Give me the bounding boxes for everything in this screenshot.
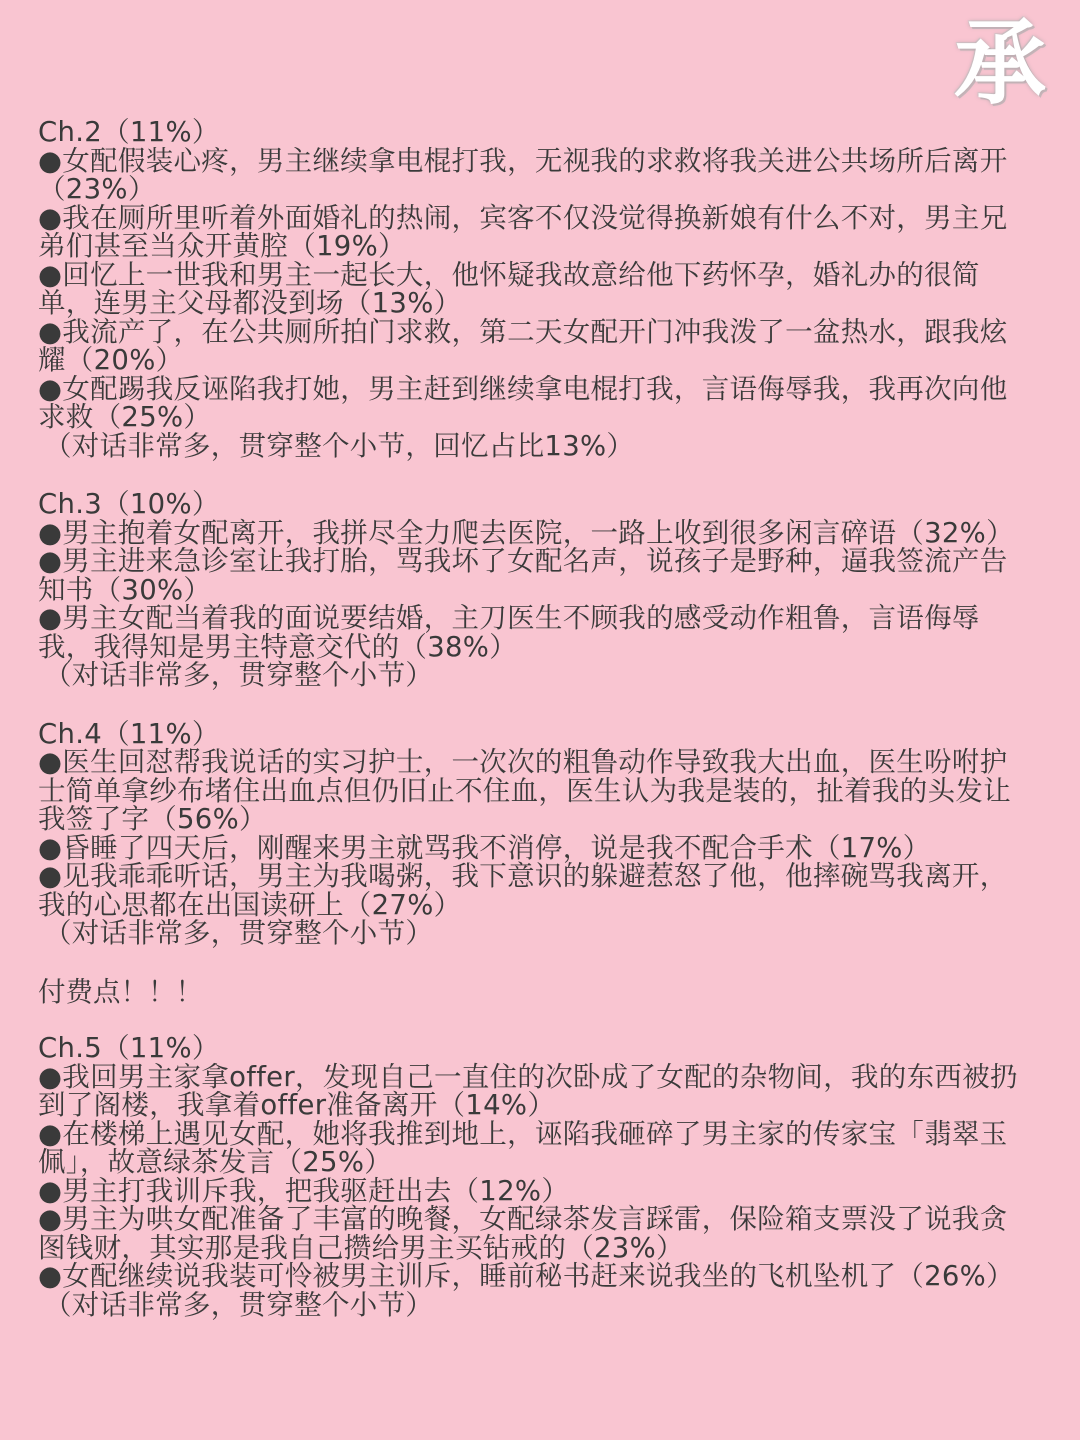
chapter-title: Ch.5（11%） — [38, 1032, 220, 1064]
list-item: ●男主女配当着我的面说要结婚，主刀医生不顾我的感受动作粗鲁，言语侮辱我，我得知是男主特意交代的（38%） — [38, 602, 980, 663]
chapter-3 — [38, 490, 1023, 690]
list-item: ●男主为哄女配准备了丰富的晚餐，女配绿茶发言踩雷，保险箱支票没了说我贪图钱财，其实那是我自己攒给男主买钻戒的（23%） — [38, 1203, 1008, 1264]
list-item: ●男主进来急诊室让我打胎，骂我坏了女配名声，说孩子是野种，逼我签流产告知书（30%） — [38, 545, 1008, 606]
list-item: ●我在厕所里听着外面婚礼的热闹，宾客不仅没觉得换新娘有什么不对，男主兄弟们甚至当众开黄腔（19%） — [38, 201, 1008, 262]
list-item: ●男主打我训斥我，把我驱赶出去（12%） — [38, 1174, 570, 1207]
chapter-4 — [38, 717, 1023, 949]
chapter-title: Ch.2（11%） — [38, 116, 220, 148]
list-item: ●回忆上一世我和男主一起长大，他怀疑我故意给他下药怀孕，婚礼办的很简单，连男主父母都没到场（13%） — [38, 258, 980, 319]
chapter-title: Ch.4（11%） — [38, 717, 220, 750]
chapter-note: （对话非常多，贯穿整个小节） — [44, 1288, 434, 1321]
section-badge: 承 — [953, 10, 1046, 117]
chapter-note: （对话非常多，贯穿整个小节） — [44, 659, 434, 691]
list-item: ●医生回怼帮我说话的实习护士，一次次的粗鲁动作导致我大出血，医生吩咐护士简单拿纱布堵住出血点但仍旧止不住血，医生认为我是装的，扯着我的头发让我签了字（56%） — [38, 746, 1011, 835]
chapter-note: （对话非常多，贯穿整个小节） — [44, 917, 434, 949]
chapter-title: Ch.3（10%） — [38, 488, 220, 520]
list-item: ●男主抱着女配离开，我拼尽全力爬去医院，一路上收到很多闲言碎语（32%） — [38, 516, 1014, 549]
chapter-5 — [38, 1034, 1023, 1319]
outline-content — [38, 118, 1023, 1319]
chapter-2 — [38, 118, 1023, 460]
list-item: ●见我乖乖听话，男主为我喝粥，我下意识的躲避惹怒了他，他摔碗骂我离开，我的心思都在出国读研上（27%） — [38, 860, 1008, 921]
list-item: ●女配踢我反诬陷我打她，男主赶到继续拿电棍打我，言语侮辱我，我再次向他求救（25%） — [38, 372, 1008, 433]
list-item: ●在楼梯上遇见女配，她将我推到地上，诬陷我砸碎了男主家的传家宝「翡翠玉佩」，故意绿茶发言（25%） — [38, 1117, 1008, 1178]
pay-point-text: 付费点！！！ — [38, 975, 203, 1008]
list-item: ●女配假装心疼，男主继续拿电棍打我，无视我的求救将我关进公共场所后离开（23%） — [38, 144, 1008, 205]
chapter-note: （对话非常多，贯穿整个小节，回忆占比13%） — [44, 429, 635, 462]
list-item: ●昏睡了四天后，刚醒来男主就骂我不消停，说是我不配合手术（17%） — [38, 831, 931, 864]
list-item: ●我流产了，在公共厕所拍门求救，第二天女配开门冲我泼了一盆热水，跟我炫耀（20%） — [38, 315, 1008, 376]
list-item: ●女配继续说我装可怜被男主训斥，睡前秘书赶来说我坐的飞机坠机了（26%） — [38, 1260, 1014, 1292]
list-item: ●我回男主家拿offer，发现自己一直住的次卧成了女配的杂物间，我的东西被扔到了阁楼，我拿着offer准备离开（14%） — [38, 1060, 1018, 1121]
